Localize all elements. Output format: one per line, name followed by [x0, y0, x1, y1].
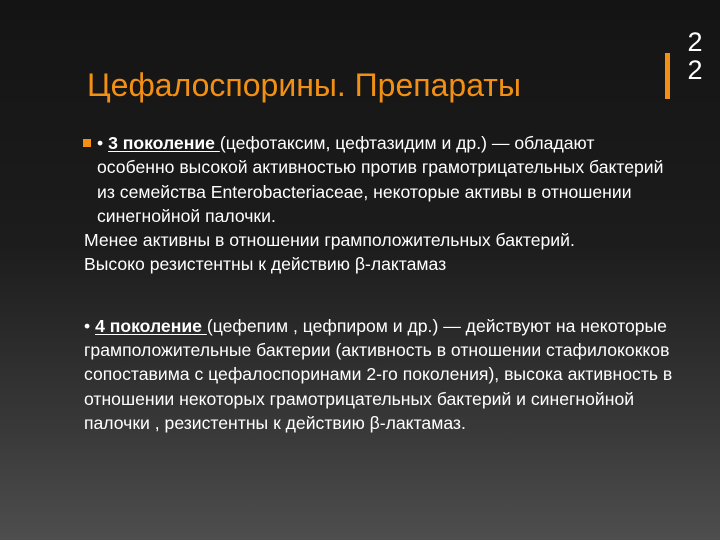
gen4-text: (цефепим , цефпиром и др.) — действуют на некоторые грамположительные бактерии (активность в отношении стафилококков сопоставима с цефалоспоринами 2-го поколения), высока активность в отношении некоторых грамотрицательных бактерий и синегнойной палочки , резистентны к действию β-лактамаз.	[84, 315, 673, 433]
bullet-gen3	[84, 131, 674, 228]
gen4-label: 4 поколение	[95, 315, 207, 336]
slide-title: Цефалоспорины. Препараты	[87, 67, 521, 103]
gen3-note-activity: Менее активны в отношении грамположительных бактерий.	[84, 230, 575, 251]
slide-content	[84, 131, 674, 435]
gen3-text: (цефотаксим, цефтазидим и др.) — обладают особенно высокой активностью против грамотрицательных бактерий из семейства Enterobacteriaceae, некоторые активы в отношении синегнойной палочки.	[97, 133, 664, 226]
gen3-dot: •	[97, 133, 109, 153]
spacer	[84, 277, 674, 314]
paragraph-gen4	[84, 314, 674, 435]
page-number-digit: 2	[687, 27, 703, 57]
page-number	[680, 28, 710, 84]
accent-bar	[665, 53, 670, 99]
gen3-note-resistance: Высоко резистентны к действию β-лактамаз	[84, 254, 447, 275]
gen4-dot: •	[84, 315, 96, 336]
bullet-square-icon	[83, 139, 91, 147]
page-number-digit: 2	[687, 55, 703, 85]
gen3-label: 3 поколение	[108, 133, 220, 153]
